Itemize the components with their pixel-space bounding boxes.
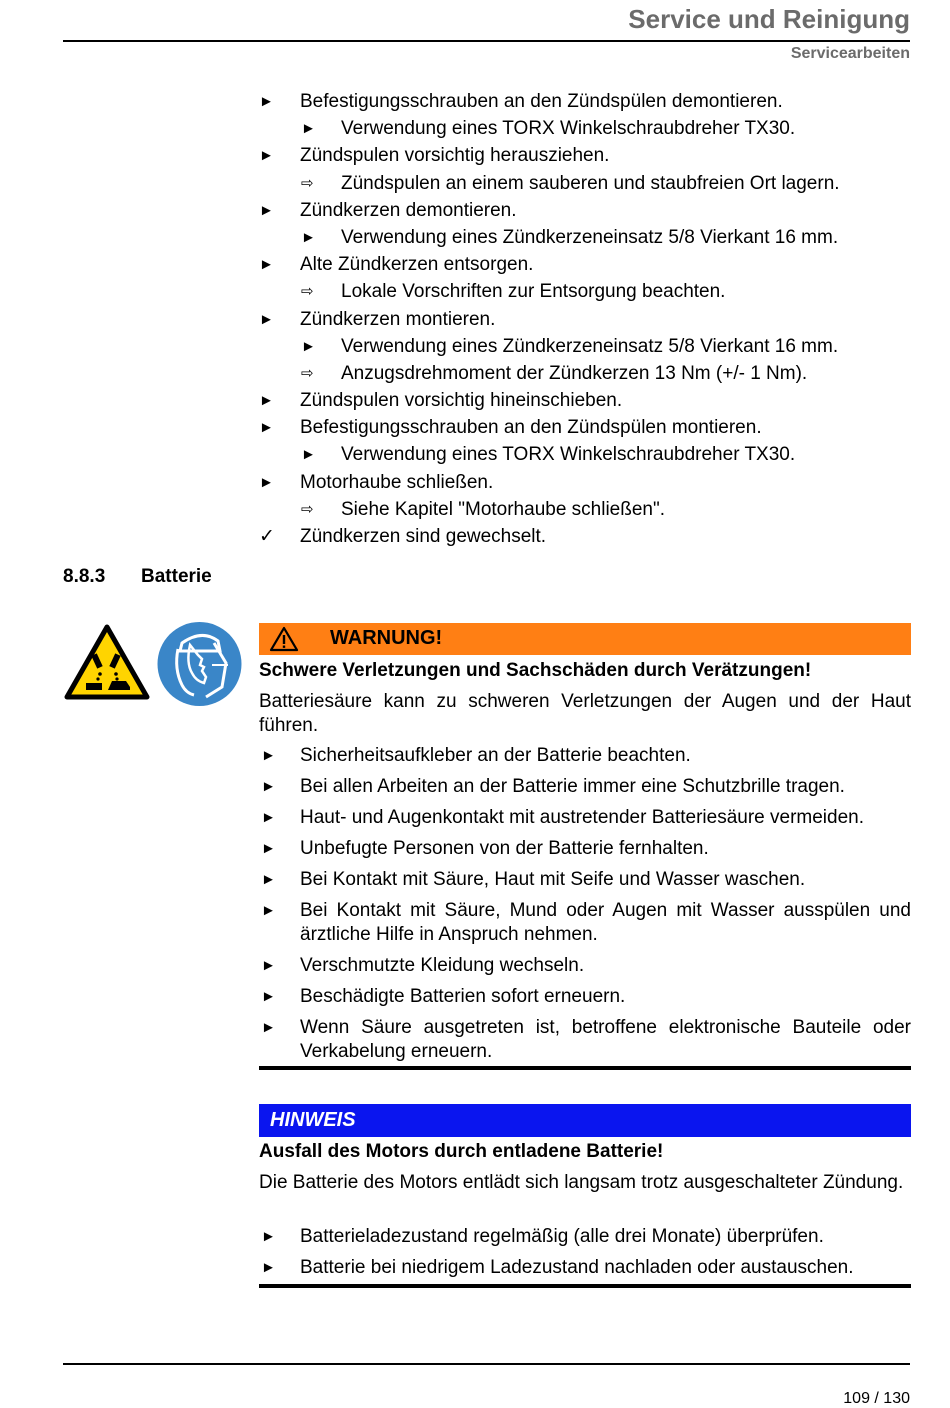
step-item xyxy=(259,224,910,251)
step-item xyxy=(259,170,910,197)
footer-divider xyxy=(63,1363,910,1365)
warning-label: WARNUNG! xyxy=(330,627,443,649)
bullet-symbol: ► xyxy=(261,747,276,764)
corrosive-warning-icon xyxy=(64,624,150,705)
step-symbol: ► xyxy=(259,310,274,328)
list-item xyxy=(259,806,911,830)
step-text: Zündspulen vorsichtig herausziehen. xyxy=(300,145,610,167)
bullet-symbol: ► xyxy=(261,809,276,826)
bullet-symbol: ► xyxy=(261,1259,276,1276)
step-text: Zündkerzen montieren. xyxy=(300,308,496,330)
list-item-text: Batterie bei niedrigem Ladezustand nachladen oder austauschen. xyxy=(300,1257,854,1278)
bullet-symbol: ► xyxy=(261,902,276,919)
list-item xyxy=(259,985,911,1009)
step-item xyxy=(259,197,910,224)
chapter-title: Service und Reinigung xyxy=(628,4,910,34)
page-number: 109 / 130 xyxy=(843,1390,910,1407)
warning-triangle-icon xyxy=(269,626,299,657)
step-text: Zündspulen vorsichtig hineinschieben. xyxy=(300,390,623,412)
step-text: Verwendung eines Zündkerzeneinsatz 5/8 Vierkant 16 mm. xyxy=(341,335,839,357)
bullet-symbol: ► xyxy=(261,1019,276,1036)
step-symbol: ► xyxy=(259,147,274,165)
list-item-text: Unbefugte Personen von der Batterie fernhalten. xyxy=(300,838,709,859)
list-item-text: Bei Kontakt mit Säure, Haut mit Seife und Wasser waschen. xyxy=(300,869,806,890)
header-divider xyxy=(63,40,910,42)
list-item xyxy=(259,1016,911,1064)
step-symbol: ► xyxy=(259,201,274,219)
step-item xyxy=(259,387,910,414)
step-text: Befestigungsschrauben an den Zündspülen demontieren. xyxy=(300,91,783,112)
list-item xyxy=(259,744,911,768)
step-item xyxy=(259,414,910,441)
instruction-steps xyxy=(259,88,910,550)
step-text: Verwendung eines TORX Winkelschraubdreher TX30. xyxy=(341,444,796,466)
step-symbol: ► xyxy=(259,256,274,274)
step-text: Alte Zündkerzen entsorgen. xyxy=(300,254,534,276)
step-item xyxy=(259,469,910,496)
warning-banner xyxy=(259,623,911,655)
step-symbol: ► xyxy=(259,473,274,491)
step-symbol: ► xyxy=(301,337,316,355)
step-symbol: ► xyxy=(301,120,316,138)
step-item xyxy=(259,360,910,387)
warning-bottom-rule xyxy=(259,1066,911,1070)
step-item xyxy=(259,88,910,115)
step-symbol: ⇨ xyxy=(301,174,314,192)
list-item-text: Wenn Säure ausgetreten ist, betroffene elektronische Bauteile oder Verkabelung erneuern. xyxy=(300,1017,911,1062)
step-text: Motorhaube schließen. xyxy=(300,471,494,493)
step-text: Verwendung eines Zündkerzeneinsatz 5/8 Vierkant 16 mm. xyxy=(341,226,839,248)
list-item-text: Verschmutzte Kleidung wechseln. xyxy=(300,955,585,976)
list-item xyxy=(259,1256,911,1280)
step-symbol: ⇨ xyxy=(301,500,314,518)
step-symbol: ► xyxy=(301,446,316,464)
step-item xyxy=(259,441,910,468)
hint-banner xyxy=(259,1104,911,1137)
bullet-symbol: ► xyxy=(261,840,276,857)
list-item-text: Sicherheitsaufkleber an der Batterie beachten. xyxy=(300,745,691,766)
step-item xyxy=(259,278,910,305)
step-item xyxy=(259,142,910,169)
step-symbol: ✓ xyxy=(259,526,275,547)
step-text: Befestigungsschrauben an den Zündspülen montieren. xyxy=(300,417,762,439)
warning-instructions xyxy=(259,744,911,1064)
hint-title: Ausfall des Motors durch entladene Batterie! xyxy=(259,1141,664,1162)
list-item xyxy=(259,837,911,861)
bullet-symbol: ► xyxy=(261,957,276,974)
list-item-text: Bei Kontakt mit Säure, Mund oder Augen mit Wasser ausspülen und ärztliche Hilfe in Anspruch nehmen. xyxy=(300,900,911,945)
bullet-symbol: ► xyxy=(261,871,276,888)
step-symbol: ► xyxy=(259,419,274,437)
step-item xyxy=(259,251,910,278)
step-symbol: ⇨ xyxy=(301,364,314,382)
list-item xyxy=(259,868,911,892)
bullet-symbol: ► xyxy=(261,988,276,1005)
section-number: 8.8.3 xyxy=(63,566,106,587)
step-symbol: ► xyxy=(301,228,316,246)
section-subtitle: Servicearbeiten xyxy=(790,45,910,62)
step-text: Zündkerzen sind gewechselt. xyxy=(300,526,547,547)
list-item-text: Beschädigte Batterien sofort erneuern. xyxy=(300,986,626,1007)
face-shield-mandatory-icon xyxy=(156,621,243,712)
step-item xyxy=(259,306,910,333)
list-item xyxy=(259,775,911,799)
step-text: Siehe Kapitel "Motorhaube schließen". xyxy=(341,498,666,520)
hint-label: HINWEIS xyxy=(270,1109,356,1131)
hint-bottom-rule xyxy=(259,1284,911,1288)
hint-description: Die Batterie des Motors entlädt sich langsam trotz ausgeschalteter Zündung. xyxy=(259,1172,904,1193)
step-item xyxy=(259,523,910,550)
step-item xyxy=(259,115,910,142)
step-text: Lokale Vorschriften zur Entsorgung beachten. xyxy=(341,281,726,303)
list-item xyxy=(259,1225,911,1249)
list-item xyxy=(259,954,911,978)
step-text: Anzugsdrehmoment der Zündkerzen 13 Nm (+/- 1 Nm). xyxy=(341,362,808,384)
list-item xyxy=(259,899,911,947)
warning-title: Schwere Verletzungen und Sachschäden durch Verätzungen! xyxy=(259,660,812,681)
step-symbol: ► xyxy=(259,392,274,410)
step-symbol: ⇨ xyxy=(301,283,314,301)
list-item-text: Bei allen Arbeiten an der Batterie immer eine Schutzbrille tragen. xyxy=(300,776,845,797)
step-item xyxy=(259,496,910,523)
step-text: Zündkerzen demontieren. xyxy=(300,199,517,221)
hint-instructions xyxy=(259,1225,911,1280)
step-text: Verwendung eines TORX Winkelschraubdreher TX30. xyxy=(341,118,796,140)
list-item-text: Batterieladezustand regelmäßig (alle drei Monate) überprüfen. xyxy=(300,1226,824,1247)
bullet-symbol: ► xyxy=(261,778,276,795)
warning-description: Batteriesäure kann zu schweren Verletzungen der Augen und der Haut führen. xyxy=(259,691,911,736)
step-text: Zündspulen an einem sauberen und staubfreien Ort lagern. xyxy=(341,172,840,194)
bullet-symbol: ► xyxy=(261,1228,276,1245)
list-item-text: Haut- und Augenkontakt mit austretender Batteriesäure vermeiden. xyxy=(300,807,864,828)
section-title: Batterie xyxy=(141,566,212,587)
step-item xyxy=(259,333,910,360)
step-symbol: ► xyxy=(259,93,274,110)
